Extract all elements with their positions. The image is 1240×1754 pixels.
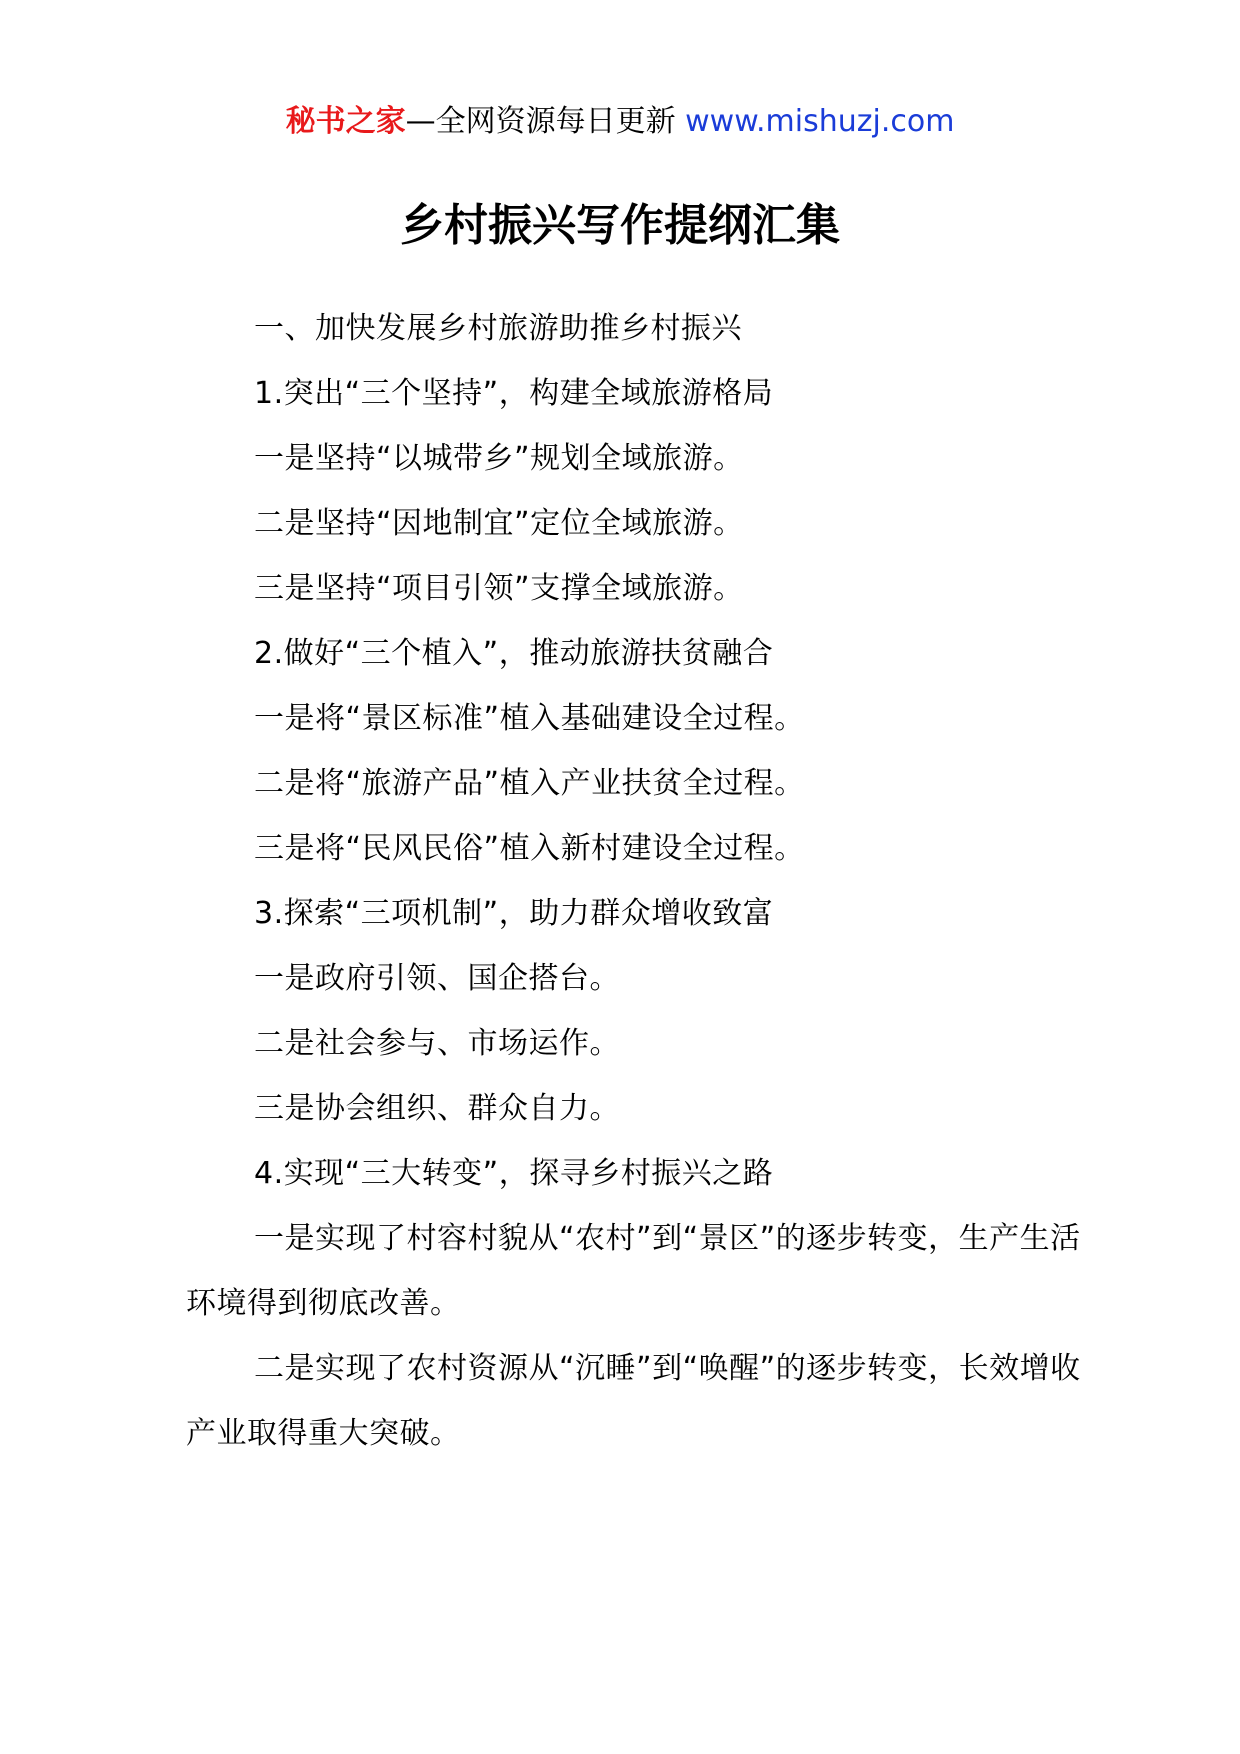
paragraph: 一是将“景区标准”植入基础建设全过程。 bbox=[254, 701, 805, 736]
section-heading: 一、加快发展乡村旅游助推乡村振兴 bbox=[254, 311, 742, 346]
paragraph: 二是实现了农村资源从“沉睡”到“唤醒”的逐步转变，长效增收产业取得重大突破。 bbox=[186, 1351, 1081, 1451]
header-tagline: —全网资源每日更新 bbox=[405, 104, 686, 139]
brand-name: 秘书之家 bbox=[285, 104, 406, 139]
paragraph: 二是将“旅游产品”植入产业扶贫全过程。 bbox=[254, 766, 805, 801]
document-title: 乡村振兴写作提纲汇集 bbox=[400, 200, 840, 251]
paragraph: 一是坚持“以城带乡”规划全域旅游。 bbox=[254, 441, 744, 476]
subsection-heading: 1.突出“三个坚持”，构建全域旅游格局 bbox=[254, 376, 774, 411]
paragraph: 二是社会参与、市场运作。 bbox=[254, 1026, 620, 1061]
paragraph: 一是政府引领、国企搭台。 bbox=[254, 961, 620, 996]
website-link[interactable]: www.mishuzj.com bbox=[685, 104, 955, 139]
paragraph: 三是将“民风民俗”植入新村建设全过程。 bbox=[254, 831, 805, 866]
paragraph: 三是协会组织、群众自力。 bbox=[254, 1091, 620, 1126]
subsection-heading: 4.实现“三大转变”，探寻乡村振兴之路 bbox=[254, 1156, 774, 1191]
subsection-heading: 2.做好“三个植入”，推动旅游扶贫融合 bbox=[254, 636, 774, 671]
subsection-heading: 3.探索“三项机制”，助力群众增收致富 bbox=[254, 896, 774, 931]
paragraph: 一是实现了村容村貌从“农村”到“景区”的逐步转变，生产生活环境得到彻底改善。 bbox=[186, 1221, 1081, 1321]
document-body bbox=[186, 296, 1086, 1466]
paragraph: 二是坚持“因地制宜”定位全域旅游。 bbox=[254, 506, 744, 541]
paragraph: 三是坚持“项目引领”支撑全域旅游。 bbox=[254, 571, 744, 606]
site-header bbox=[0, 100, 1240, 144]
